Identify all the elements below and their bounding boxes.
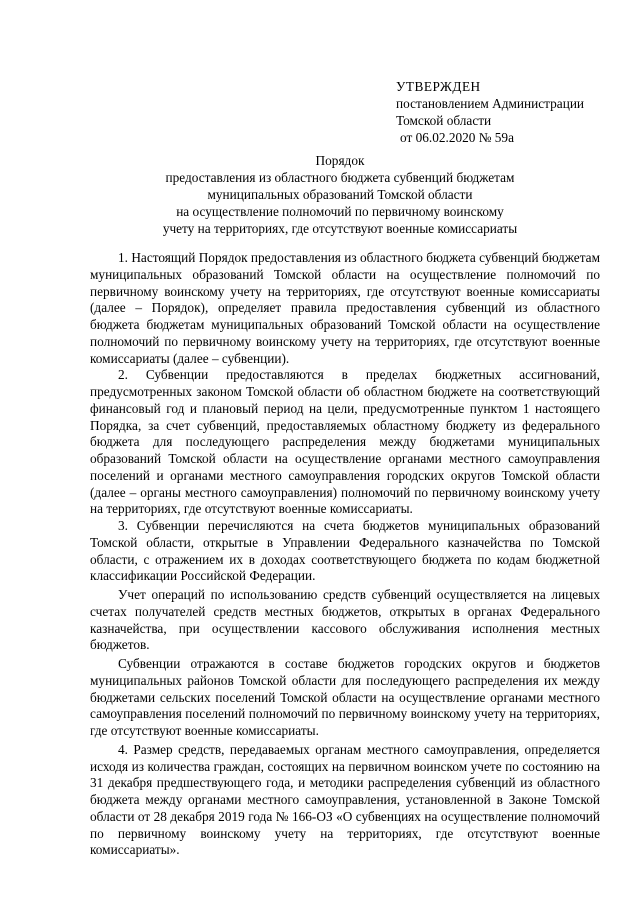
approval-title: УТВЕРЖДЕН xyxy=(396,79,481,94)
paragraph-5: Субвенции отражаются в составе бюджетов городских округов и бюджетов муниципальных районов Томской области для последующего распределения их между бюджетами сельских поселений Томской области на осуществление органами местного самоуправления поселений полномочий по первичному воинскому учету на территориях, где отсутствуют военные комиссариаты. xyxy=(90,656,600,738)
paragraph-2: 2. Субвенции предоставляются в пределах бюджетных ассигнований, предусмотренных законом Томской области об областном бюджете на соответствующий финансовый год и плановый период на цели, предусмотренные пунктом 1 настоящего Порядка, за счет субвенций, предоставляемых областному бюджету из федерального бюджета для последующего распределения между бюджетами муниципальных образований Томской области на осуществление органами местного самоуправления поселений и органами местного самоуправления городских округов Томской области (далее – органы местного самоуправления) полномочий по первичному воинскому учету на территориях, где отсутствуют военные комиссариаты. xyxy=(90,367,600,517)
title-line-4: учету на территориях, где отсутствуют военные комиссариаты xyxy=(162,221,518,236)
approval-line-1: постановлением Администрации xyxy=(396,96,585,111)
paragraph-3: 3. Субвенции перечисляются на счета бюджетов муниципальных образований Томской области, открытые в Управлении Федерального казначейства по Томской области, с отражением их в доходах соответствующего бюджета по кодам бюджетной классификации Российской Федерации. xyxy=(90,518,600,584)
title-line-2: муниципальных образований Томской области xyxy=(207,187,473,202)
approval-date: от 06.02.2020 № 59а xyxy=(400,130,514,145)
document-title xyxy=(90,152,590,237)
paragraph-4: Учет операций по использованию средств субвенций осуществляется на лицевых счетах получателей средств местных бюджетов, открытых в органах Федерального казначейства, при осуществлении кассового обслуживания исполнения местных бюджетов. xyxy=(90,587,600,653)
title-line-3: на осуществление полномочий по первичному воинскому xyxy=(176,204,504,219)
approval-stamp xyxy=(396,78,626,146)
document-body xyxy=(90,250,600,859)
paragraph-6: 4. Размер средств, передаваемых органам местного самоуправления, определяется исходя из количества граждан, состоящих на первичном воинском учете по состоянию на 31 декабря предшествующего года, и методики распределения субвенций из областного бюджета между органами местного самоуправления, установленной в Законе Томской области от 28 декабря 2019 года № 166-ОЗ «О субвенциях на осуществление полномочий по первичному воинскому учету на территориях, где отсутствуют военные комиссариаты». xyxy=(90,741,600,858)
title-line-1: предоставления из областного бюджета субвенций бюджетам xyxy=(165,170,515,185)
paragraph-1: 1. Настоящий Порядок предоставления из областного бюджета субвенций бюджетам муниципальных образований Томской области на осуществление полномочий по первичному воинскому учету на территориях, где отсутствуют военные комиссариаты (далее – Порядок), определяет правила предоставления субвенций из областного бюджета бюджетам муниципальных образований Томской области на осуществление полномочий по первичному воинскому учету на территориях, где отсутствуют военные комиссариаты (далее – субвенции). xyxy=(90,250,600,366)
title-heading: Порядок xyxy=(315,153,365,168)
approval-line-2: Томской области xyxy=(396,113,492,128)
